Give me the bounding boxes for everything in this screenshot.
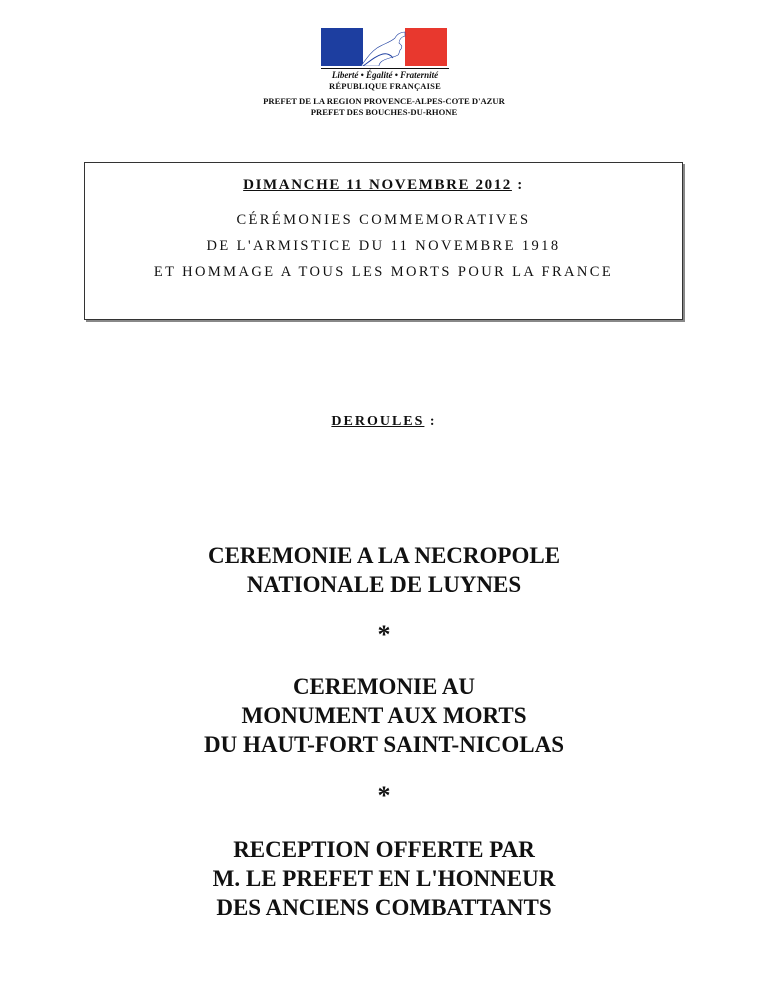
ceremony-item-3-line-1: RECEPTION OFFERTE PAR [233,837,535,862]
prefet-line-1: PREFET DE LA REGION PROVENCE-ALPES-COTE D'AZUR [263,96,505,106]
marianne-flag-icon [321,28,447,66]
prefet-header [0,96,768,118]
ceremony-item-1-line-2: NATIONALE DE LUYNES [246,572,522,597]
event-title-line-3: ET HOMMAGE A TOUS LES MORTS POUR LA FRANCE [153,264,614,280]
ceremony-item-2 [0,672,768,759]
ceremony-item-3 [0,835,768,922]
prefet-line-2: PREFET DES BOUCHES-DU-RHONE [310,107,458,117]
separator-star-2: * [377,781,391,810]
deroules-label: DEROULES [331,414,425,429]
event-title-line-1: CÉRÉMONIES COMMEMORATIVES [236,212,531,228]
ceremony-item-2-line-2: MONUMENT AUX MORTS [241,703,527,728]
event-date-text: DIMANCHE 11 NOVEMBRE 2012 [243,177,512,193]
title-box [84,162,683,320]
ceremony-item-2-line-3: DU HAUT-FORT SAINT-NICOLAS [203,732,565,757]
separator-star-1: * [377,620,391,649]
republique-logo [321,28,449,92]
motto: Liberté • Égalité • Fraternité [321,68,449,81]
ceremony-item-1 [0,541,768,599]
event-title [85,207,682,285]
deroules-heading [0,414,768,430]
republique-francaise: RÉPUBLIQUE FRANÇAISE [329,81,441,91]
ceremony-item-2-line-1: CEREMONIE AU [292,674,476,699]
ceremony-item-1-line-1: CEREMONIE A LA NECROPOLE [207,543,561,568]
event-date-suffix: : [511,177,524,193]
deroules-suffix: : [424,414,437,429]
ceremony-item-3-line-3: DES ANCIENS COMBATTANTS [216,895,552,920]
ceremony-item-3-line-2: M. LE PREFET EN L'HONNEUR [212,866,556,891]
event-title-line-2: DE L'ARMISTICE DU 11 NOVEMBRE 1918 [206,238,561,254]
event-date [85,177,682,194]
